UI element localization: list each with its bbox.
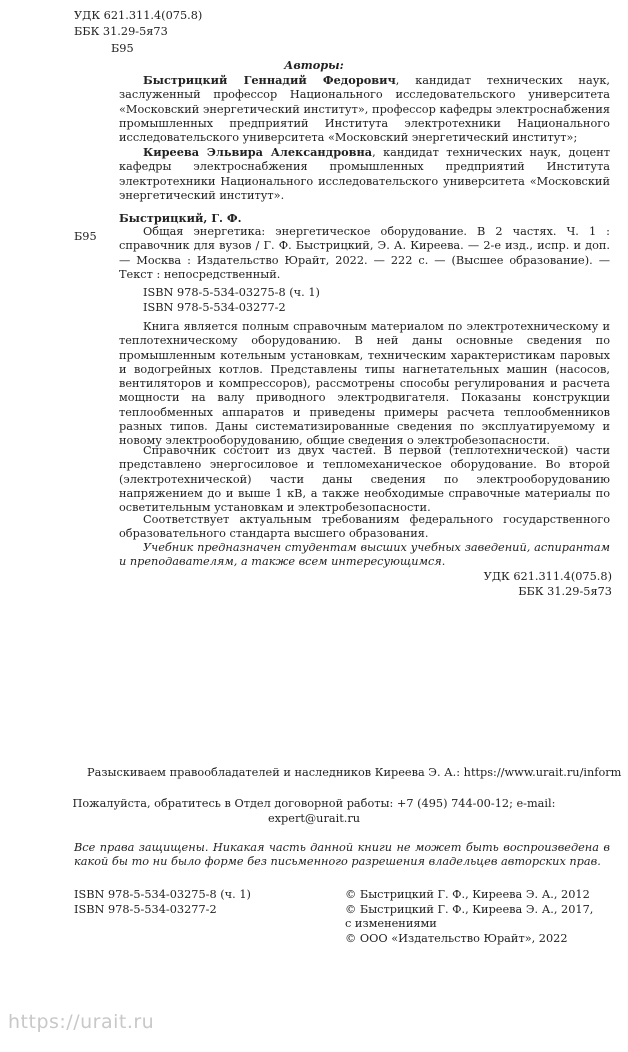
author-2 <box>119 145 610 203</box>
catalog-isbn-1: ISBN 978-5-534-03275-8 (ч. 1) <box>143 286 320 299</box>
author-2-text: , кандидат технических наук, доцент кафедры электроснабжения промышленных предприятий Института электротехники Национального исследовательского университета «Московский энергетический институт». <box>119 146 610 202</box>
rights-holders-notice: Разыскиваем правообладателей и наследников Киреева Э. А.: https://www.urait.ru/inform <box>87 766 622 779</box>
copyright-2: © Быстрицкий Г. Ф., Киреева Э. А., 2017, <box>345 903 594 916</box>
copyright-2-note: с изменениями <box>345 917 437 930</box>
annotation-paragraph-4: Учебник предназначен студентам высших учебных заведений, аспирантам и преподавателям, а также всем интересующимся. <box>119 541 610 569</box>
catalog-udk: УДК 621.311.4(075.8) <box>483 570 612 583</box>
catalog-bbk: ББК 31.29-5я73 <box>518 585 612 598</box>
watermark-url: https://urait.ru <box>8 1011 155 1033</box>
author-1 <box>119 73 610 145</box>
footer-isbn-2: ISBN 978-5-534-03277-2 <box>74 903 217 916</box>
catalog-main-author: Быстрицкий, Г. Ф. <box>119 211 242 225</box>
contact-line-1: Пожалуйста, обратитесь в Отдел договорной работы: +7 (495) 744-00-12; e-mail: <box>72 797 556 810</box>
copyright-notice: Все права защищены. Никакая часть данной книги не может быть воспроизведена в какой бы то ни было форме без письменного разрешения владельцев авторских прав. <box>74 841 610 869</box>
author-1-name: Быстрицкий Геннадий Федорович <box>143 73 396 87</box>
header-bbk: ББК 31.29-5я73 <box>74 25 168 38</box>
catalog-record: Общая энергетика: энергетическое оборудование. В 2 частях. Ч. 1 : справочник для вузов / Г. Ф. Быстрицкий, Э. А. Киреева. — 2-е изд., испр. и доп. — Москва : Издательство Юрайт, 2022. — 222 с. — (Высшее образование). — Текст : непосредственный. <box>119 225 610 281</box>
author-1-text: , кандидат технических наук, заслуженный профессор Национального исследовательского университета «Московский энергетический институт», профессор кафедры электроснабжения промышленных предприятий Института электротехники Национального исследовательского университета «Московский энергетический институт»; <box>119 74 610 145</box>
footer-isbn-1: ISBN 978-5-534-03275-8 (ч. 1) <box>74 888 251 901</box>
header-udk: УДК 621.311.4(075.8) <box>74 9 203 22</box>
header-author-mark: Б95 <box>111 42 134 55</box>
annotation-paragraph-1: Книга является полным справочным материалом по электротехническому и теплотехническому оборудованию. В ней даны основные сведения по промышленным котельным установкам, техническим характеристикам паровых и водогрейных котлов. Представлены типы нагнетательных машин (насосов, вентиляторов и компрессоров), рассмотрены способы регулирования и расчета мощности на валу приводного электродвигателя. Показаны конструкции теплообменных аппаратов и приведены примеры расчета теплообменников разных типов. Даны систематизированные сведения по эксплуатируемому и новому электрооборудованию, общие сведения о электробезопасности. <box>119 320 610 448</box>
catalog-mark: Б95 <box>74 230 97 243</box>
annotation-paragraph-3: Соответствует актуальным требованиям федерального государственного образовательного стандарта высшего образования. <box>119 513 610 541</box>
copyright-1: © Быстрицкий Г. Ф., Киреева Э. А., 2012 <box>345 888 590 901</box>
catalog-isbn-2: ISBN 978-5-534-03277-2 <box>143 301 286 314</box>
authors-heading: Авторы: <box>284 58 344 72</box>
copyright-3: © ООО «Издательство Юрайт», 2022 <box>345 932 568 945</box>
author-2-name: Киреева Эльвира Александровна <box>143 145 373 159</box>
annotation-paragraph-2: Справочник состоит из двух частей. В первой (теплотехнической) части представлено энергосиловое и тепломеханическое оборудование. Во второй (электротехнической) части даны сведения по электрооборудованию напряжением до и выше 1 кВ, а также необходимые справочные материалы по осветительным установкам и электробезопасности. <box>119 444 610 515</box>
contact-line-2: expert@urait.ru <box>267 812 361 825</box>
